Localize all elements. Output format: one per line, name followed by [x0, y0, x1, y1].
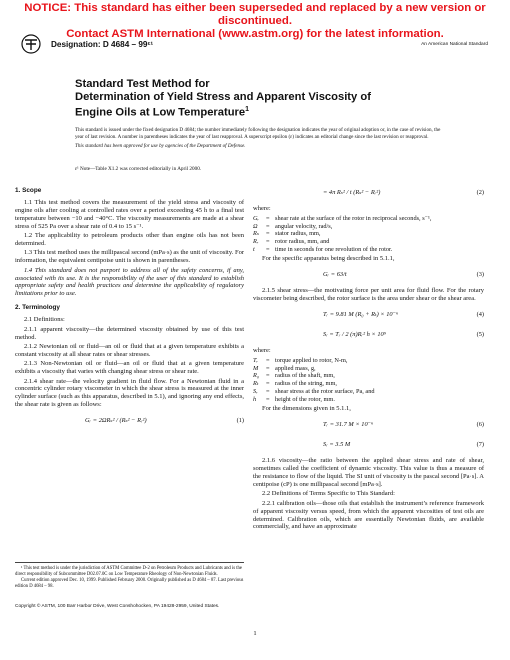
definition-text: rotor radius, mm, and	[275, 238, 330, 246]
definition-row	[253, 380, 484, 388]
definition-row	[253, 365, 484, 373]
equation-7-number: (7)	[476, 441, 484, 449]
equals-sign: =	[266, 230, 270, 238]
definitions-list-2	[253, 357, 484, 403]
title-line-3-wrap	[75, 104, 435, 120]
equation-3-expr: Gᵣ = 63/t	[323, 271, 347, 279]
definition-row	[253, 238, 484, 246]
definition-symbol: Rₛ	[253, 230, 259, 238]
intro-block	[75, 127, 447, 150]
paragraph-1-2: 1.2 The applicability to petroleum products other than engine oils has not been determined.	[15, 232, 244, 247]
intro-text: This standard is issued under the fixed designation D 4684; the number immediately following the designation indicates the year of original adoption or, in the case of revision, the year of last revision. A number in parentheses indicates the year of last reapproval. A superscript epsilon (ε) indicates an editorial change since the last revision or reapproval.	[75, 127, 441, 140]
paragraph-1-4: 1.4 This standard does not purport to address all of the safety concerns, if any, associated with its use. It is the responsibility of the user of this standard to establish appropriate safety and health practices and determine the applicability of regulatory limitations prior to use.	[15, 266, 244, 298]
definition-row	[253, 357, 484, 365]
paragraph-2-1-1: 2.1.1 apparent viscosity—the determined viscosity obtained by use of this test method.	[15, 325, 244, 341]
equals-sign: =	[266, 364, 270, 372]
paragraph-1-1: 1.1 This test method covers the measurement of the yield stress and viscosity of engine oils after cooling at controlled rates over a period exceeding 45 h to a final test temperature between −10 and −40°C. The viscosity measurements are made at a shear stress of 525 Pa over a shear rate of 0.4 to 15 s⁻¹.	[15, 198, 244, 230]
dod-approval: This standard has been approved for use by agencies of the Department of Defense.	[75, 143, 246, 150]
equation-5-number: (5)	[476, 331, 484, 339]
equals-sign: =	[266, 357, 270, 365]
definition-symbol: M	[253, 364, 259, 372]
equals-sign: =	[266, 372, 270, 380]
ans-label: An American National Standard	[421, 42, 488, 47]
equals-sign: =	[266, 380, 270, 388]
footnote-1: ¹ This test method is under the jurisdiction of ASTM Committee D-2 on Petroleum Products and Lubricants and is the direct responsibility of Subcommittee D02.07.0C on Low Temperature Rheology of Non-Newtonian Fluids.	[15, 566, 242, 577]
equation-3-number: (3)	[476, 271, 484, 279]
definition-row	[253, 396, 484, 404]
equation-1	[15, 413, 244, 429]
definition-row	[253, 388, 484, 396]
paragraph-2-2-1: 2.2.1 calibration oils—those oils that establish the instrument’s reference framework of apparent viscosity versus speed, from which the apparent viscosities of test oils are determined. Calibration oils, which are essentially Newtonian fluids, are available commercially, and have an approximate	[253, 499, 484, 531]
footnote-2: Current edition approved Dec. 10, 1999. Published February 2000. Originally published as D 4684 – 87. Last previous edition D 4684 – 98.	[15, 578, 244, 589]
definition-symbol: Rᵣ	[253, 238, 259, 246]
definition-text: stator radius, mm,	[275, 230, 321, 238]
paragraph-2-1-6: 2.1.6 viscosity—the ratio between the applied shear stress and rate of shear, sometimes called the coefficient of dynamic viscosity. This value is thus a measure of the resistance to flow of the liquid. The SI unit of viscosity is the pascal second [Pa·s]. A centipoise (cP) is one millipascal second [mPa·s].	[253, 457, 484, 488]
equation-3	[253, 267, 484, 283]
definition-symbol: Tᵣ	[253, 357, 259, 365]
editorial-note: ε¹ Note—Table X1.2 was corrected editorially in April 2000.	[75, 166, 202, 172]
definition-row	[253, 246, 484, 254]
definition-symbol: Sᵣ	[253, 387, 258, 395]
definition-text: height of the rotor, mm.	[275, 395, 335, 403]
paragraph-2-1-4: 2.1.4 shear rate—the velocity gradient in fluid flow. For a Newtonian fluid in a concentric cylinder rotary viscometer in which the shear stress is measured at the inner cylinder surface (such as this apparatus, described in 5.1), and ignoring any end effects, the shear rate is given as follows:	[15, 377, 244, 409]
equation-7-expr: Sᵣ = 3.5 M	[323, 441, 351, 449]
equation-2-number: (2)	[476, 189, 484, 197]
definition-text: angular velocity, rad/s,	[275, 222, 333, 230]
equals-sign: =	[266, 214, 270, 222]
equals-sign: =	[266, 395, 270, 403]
definition-text: radius of the string, mm,	[275, 380, 337, 388]
definition-text: shear rate at the surface of the rotor in reciprocal seconds, s⁻¹,	[275, 214, 432, 222]
left-column	[15, 181, 244, 433]
equation-6	[253, 417, 484, 433]
definition-row	[253, 223, 484, 231]
paragraph-2-1-2: 2.1.2 Newtonian oil or fluid—an oil or fluid that at a given temperature exhibits a constant viscosity at all shear rates or shear stresses.	[15, 342, 244, 358]
definition-symbol: Ω	[253, 222, 258, 230]
definition-text: time in seconds for one revolution of the rotor.	[275, 245, 393, 253]
equation-4	[253, 307, 484, 323]
section-scope-heading: 1. Scope	[15, 187, 42, 194]
where-label-2: where:	[253, 347, 271, 355]
equals-sign: =	[266, 245, 270, 253]
title-line-3: Engine Oils at Low Temperature	[75, 106, 246, 119]
notice-line-1: NOTICE: This standard has either been superseded and replaced by a new version or discontinued.	[24, 2, 486, 27]
notice-line-2: Contact ASTM International (www.astm.org) for the latest information.	[66, 28, 444, 40]
paragraph-2-1: 2.1 Definitions:	[24, 316, 65, 324]
definition-row	[253, 230, 484, 238]
supersede-notice	[0, 2, 510, 41]
definition-text: applied mass, g,	[275, 364, 316, 372]
equation-1-expr: Gᵣ = 2ΩRₛ² / (Rₛ² − Rᵣ²)	[85, 417, 147, 425]
equation-5-expr: Sᵣ = Tᵣ / 2 (π)Rᵣ² h × 10⁹	[323, 331, 386, 339]
equation-6-expr: Tᵣ = 31.7 M × 10⁻⁶	[323, 421, 374, 429]
astm-logo-icon	[21, 33, 41, 55]
title-line-1: Standard Test Method for	[75, 78, 210, 90]
equation-2	[253, 185, 484, 201]
equation-4-number: (4)	[476, 311, 484, 319]
title-footnote-mark: 1	[245, 105, 250, 113]
equals-sign: =	[266, 238, 270, 246]
definition-row	[253, 215, 484, 223]
equation-4-expr: Tᵣ = 9.81 M (R₀ + Rₜ) × 10⁻⁶	[323, 311, 399, 319]
footnotes	[15, 562, 244, 590]
equals-sign: =	[266, 387, 270, 395]
page-number: 1	[253, 630, 257, 637]
title-line-2: Determination of Yield Stress and Apparent Viscosity of	[75, 90, 371, 103]
definitions-list-1	[253, 215, 484, 254]
paragraph-2-1-3: 2.1.3 Non-Newtonian oil or fluid—an oil or fluid that at a given temperature exhibits a viscosity that varies with changing shear stress or shear rate.	[15, 360, 244, 376]
paragraph-1-3: 1.3 This test method uses the millipascal second (mPa·s) as the unit of viscosity. For information, the equivalent centipoise unit is shown in parentheses.	[15, 249, 244, 265]
specific-apparatus-text: For the specific apparatus being described in 5.1.1,	[262, 255, 395, 263]
designation: Designation: D 4684 – 99ᵋ¹	[51, 40, 154, 49]
where-label-1: where:	[253, 205, 271, 212]
equals-sign: =	[266, 222, 270, 230]
equation-2-expr: = 4π Rₛ² / t (Rₛ² − Rᵣ²)	[323, 189, 381, 197]
paragraph-2-2: 2.2 Definitions of Terms Specific to This Standard:	[262, 490, 395, 498]
definition-symbol: R₀	[253, 372, 260, 380]
definition-row	[253, 372, 484, 380]
equation-7	[253, 437, 484, 453]
section-terminology-heading: 2. Terminology	[15, 304, 60, 312]
definition-symbol: Rₜ	[253, 380, 259, 388]
definition-text: shear stress at the rotor surface, Pa, and	[275, 387, 375, 395]
paragraph-2-1-5: 2.1.5 shear stress—the motivating force per unit area for fluid flow. For the rotary viscometer being described, the rotor surface is the area under shear or the shear area.	[253, 287, 484, 303]
definition-symbol: h	[253, 395, 257, 403]
copyright-line: Copyright © ASTM, 100 Barr Harbor Drive, West Conshohocken, PA 19428-2959, United States.	[15, 604, 220, 609]
right-column	[253, 181, 484, 533]
definition-symbol: t	[253, 245, 255, 253]
definition-text: radius of the shaft, mm,	[275, 372, 335, 380]
equation-1-number: (1)	[236, 417, 244, 425]
document-title	[75, 78, 435, 119]
definition-text: torque applied to rotor, N-m,	[275, 357, 348, 365]
equation-5	[253, 327, 484, 343]
definition-symbol: Gᵣ	[253, 214, 260, 222]
dimensions-text: For the dimensions given in 5.1.1,	[262, 405, 351, 413]
equation-6-number: (6)	[476, 421, 484, 429]
